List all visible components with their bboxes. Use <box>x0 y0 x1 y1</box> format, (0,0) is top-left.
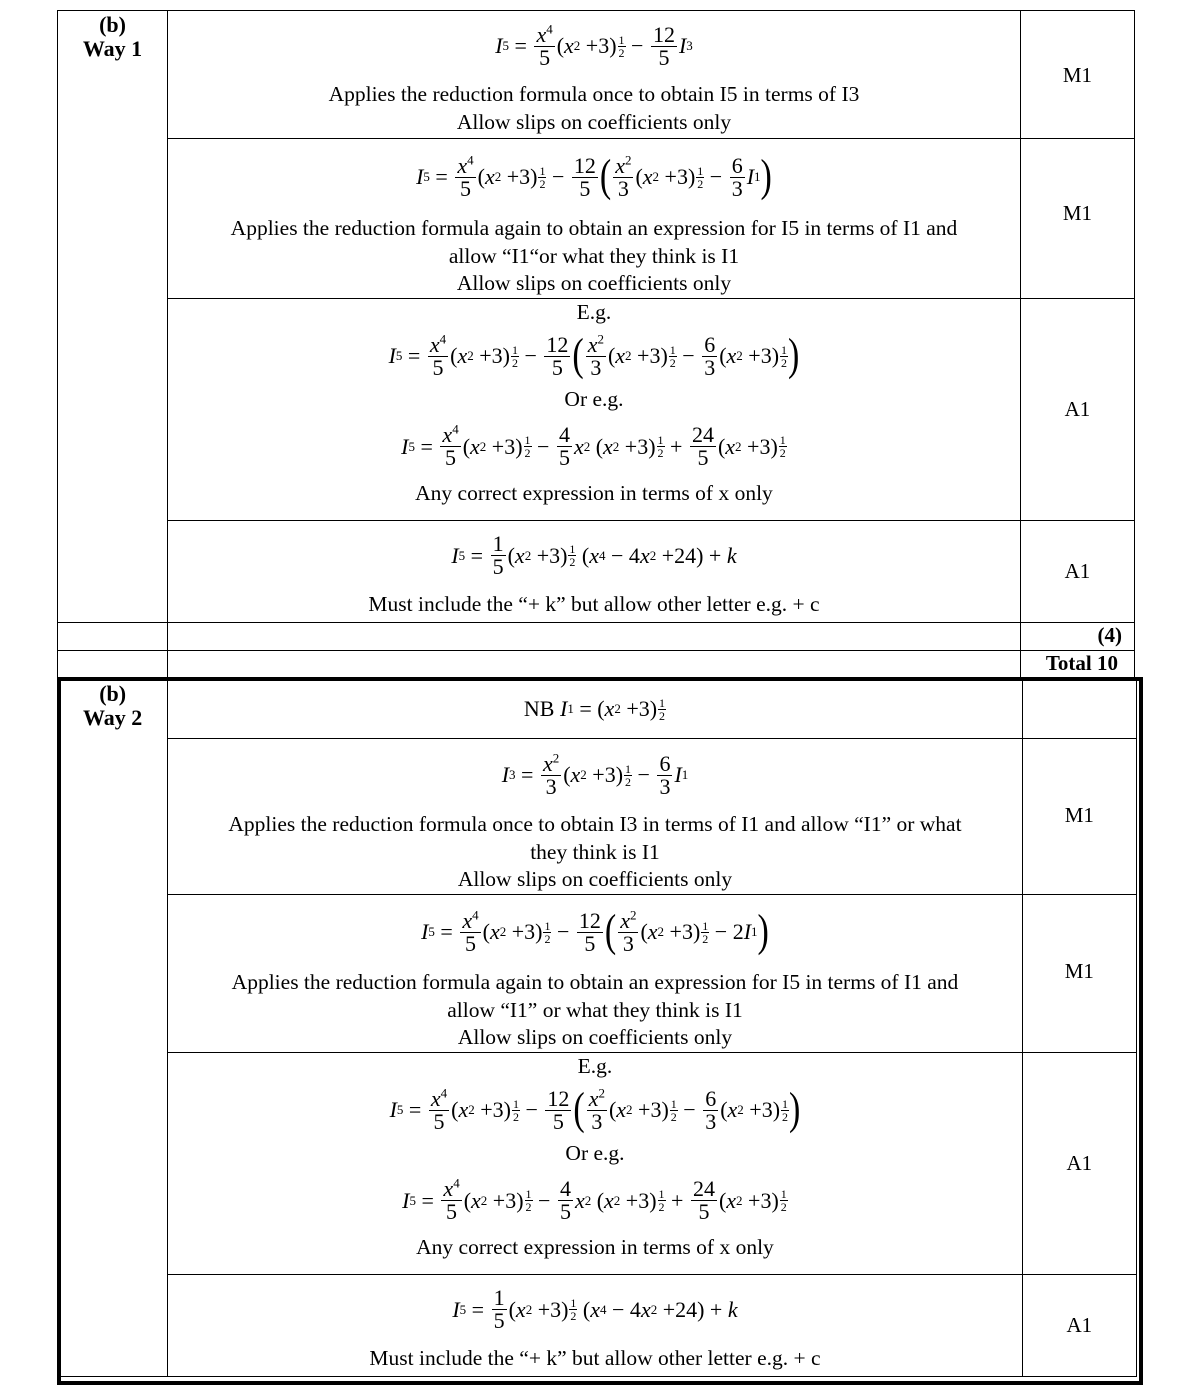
equation: I 5 = $\frac{x^4}{5}$ ( x 2 +3) 1 2 − $\frac{12}{5}$ ( $\frac{x^2}{3}$ ( x 2 +3) 1 2 − $\frac{6}{3}$ ( x 2 +3) 1 2 ) <box>389 1084 801 1135</box>
working-cell <box>168 895 1022 1053</box>
or-label: Or e.g. <box>565 1141 625 1165</box>
way1-table <box>57 10 1135 679</box>
subtotal-cell <box>1020 622 1134 650</box>
mark: M1 <box>1062 201 1093 225</box>
equation: I 3 = $\frac{x^2}{3}$ ( x 2 +3) 1 2 − $\frac{6}{3}$ I 1 <box>501 750 689 799</box>
mark-cell <box>1022 895 1136 1053</box>
note: Any correct expression in terms of x only <box>415 480 773 505</box>
total: Total 10 <box>1045 650 1118 675</box>
note: Must include the “+ k” but allow other letter e.g. + c <box>368 591 820 616</box>
empty-cell <box>1022 680 1136 739</box>
equation: I 5 = $\frac{1}{5}$ ( x 2 +3) 1 2 ( x 4 − 4 x 2 +24) + k <box>451 531 737 579</box>
note: Allow slips on coefficients only <box>457 867 733 891</box>
nb-label: NB <box>523 696 555 721</box>
empty-cell <box>168 622 1021 650</box>
working-cell <box>168 520 1021 622</box>
working-cell <box>168 298 1021 520</box>
mark: A1 <box>1066 1312 1093 1337</box>
subtotal: (4) <box>1097 622 1122 647</box>
equation: I 5 = $\frac{x^4}{5}$ ( x 2 +3) 1 2 − $\frac{12}{5}$ ( $\frac{x^2}{3}$ ( x 2 +3) 1 2 − 2 I 1 ) <box>421 906 769 957</box>
mark-cell <box>1022 1052 1136 1274</box>
mark-cell <box>1020 520 1134 622</box>
note: Applies the reduction formula again to obtain an expression for I5 in terms of I1 and <box>231 970 959 994</box>
equation: I 5 = $\frac{x^4}{5}$ ( x 2 +3) 1 2 − $\frac{12}{5}$ ( $\frac{x^2}{3}$ ( x 2 +3) 1 2 − $\frac{6}{3}$ I 1 ) <box>416 151 772 202</box>
equation: I 5 = $\frac{x^4}{5}$ ( x 2 +3) 1 2 − $\frac{12}{5}$ ( $\frac{x^2}{3}$ ( x 2 +3) 1 2 − $\frac{6}{3}$ ( x 2 +3) 1 2 ) <box>388 330 800 381</box>
mark-cell <box>1022 1274 1136 1376</box>
working-cell <box>168 139 1021 299</box>
way-label: Way 1 <box>82 36 143 61</box>
note: Allow slips on coefficients only <box>456 109 732 134</box>
note: they think is I1 <box>530 839 660 864</box>
mark: A1 <box>1064 558 1091 583</box>
part-letter: (b) <box>99 681 127 706</box>
mark: M1 <box>1064 959 1094 983</box>
note: Applies the reduction formula once to obtain I3 in terms of I1 and allow “I1” or what <box>228 812 962 836</box>
working-cell <box>168 739 1022 895</box>
note: Applies the reduction formula once to obtain I5 in terms of I3 <box>328 82 860 106</box>
way2-table <box>57 679 1137 1377</box>
mark-cell <box>1020 298 1134 520</box>
working-cell <box>168 11 1021 139</box>
empty-cell <box>58 650 168 678</box>
working-cell <box>168 680 1022 739</box>
empty-cell <box>58 622 168 650</box>
equation: I 5 = $\frac{x^4}{5}$ ( x 2 +3) 1 2 − $\frac{12}{5}$ I 3 <box>495 21 693 70</box>
working-cell <box>168 1052 1022 1274</box>
note: allow “I1“or what they think is I1 <box>448 243 740 268</box>
part-letter: (b) <box>99 12 126 37</box>
mark-cell <box>1020 139 1134 299</box>
mark: A1 <box>1066 1150 1093 1175</box>
equation: I 5 = $\frac{x^4}{5}$ ( x 2 +3) 1 2 − $\frac{4}{5}$ x 2 ( x 2 +3) 1 2 + $\frac{24}{5}$ ( x 2 +3) 1 2 <box>402 1175 787 1224</box>
mark-cell <box>1022 739 1136 895</box>
mark: A1 <box>1064 396 1091 421</box>
part-label <box>58 11 168 623</box>
equation: I 5 = $\frac{x^4}{5}$ ( x 2 +3) 1 2 − $\frac{4}{5}$ x 2 ( x 2 +3) 1 2 + $\frac{24}{5}$ ( x 2 +3) 1 2 <box>401 421 786 470</box>
note: Must include the “+ k” but allow other letter e.g. + c <box>369 1345 821 1370</box>
note: Any correct expression in terms of x only <box>416 1234 774 1259</box>
eg-label: E.g. <box>577 1053 613 1078</box>
note: allow “I1” or what they think is I1 <box>447 997 743 1022</box>
mark: M1 <box>1062 63 1093 87</box>
note: Applies the reduction formula again to obtain an expression for I5 in terms of I1 and <box>230 216 958 240</box>
eg-label: E.g. <box>576 299 612 324</box>
equation: I 5 = $\frac{1}{5}$ ( x 2 +3) 1 2 ( x 4 − 4 x 2 +24) + k <box>452 1285 738 1333</box>
working-cell <box>168 1274 1022 1376</box>
equation: NB I 1 = ( x 2 +3) 1 2 <box>523 695 666 723</box>
or-label: Or e.g. <box>564 387 624 411</box>
mark-cell <box>1020 11 1134 139</box>
total-cell <box>1020 650 1134 678</box>
mark: M1 <box>1064 803 1094 827</box>
way-label: Way 2 <box>83 705 143 730</box>
note: Allow slips on coefficients only <box>457 1025 733 1049</box>
note: Allow slips on coefficients only <box>456 271 732 295</box>
part-label <box>58 680 168 1377</box>
empty-cell <box>168 650 1021 678</box>
